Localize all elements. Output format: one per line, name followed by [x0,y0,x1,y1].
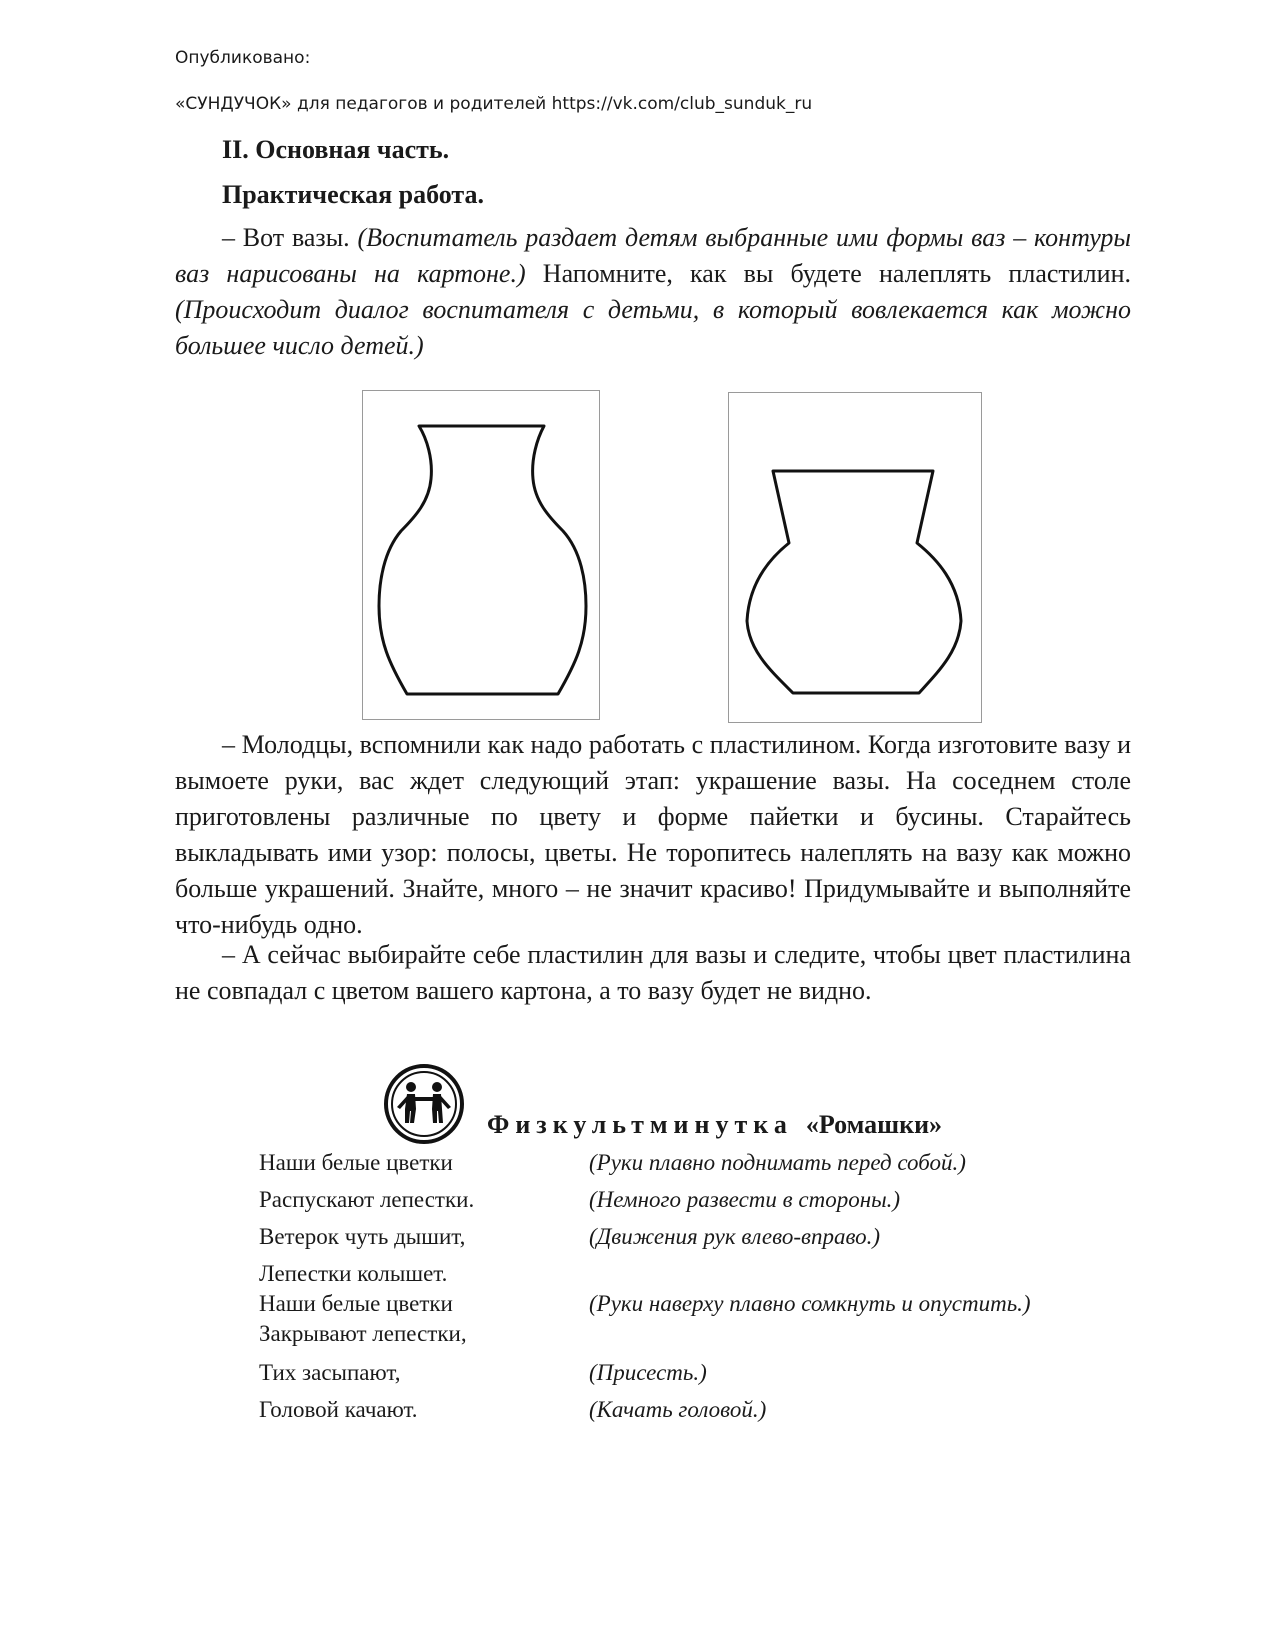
paragraph-decoration-text: – Молодцы, вспомнили как надо работать с пластилином. Когда изготовите вазу и вымоете руки, вас ждет следующий этап: украшение вазы. На соседнем столе приготовлены различные по цвету и форме пайетки и бусины. Старайтесь выкладывать ими узор: полосы, цветы. Не торопитесь налеплять на вазу как можно больше украшений. Знайте, много – не значит красиво! Придумывайте и выполняйте что-нибудь одно. [175,730,1131,939]
fizminutka-title-word: Физкультминутка [487,1110,793,1139]
paragraph-intro [175,220,1131,364]
fizminutka-title-name: «Ромашки» [805,1110,943,1139]
vase-card-2 [728,392,982,723]
poem-line: Головой качают. [259,1397,418,1422]
poem-action: (Качать головой.) [589,1397,767,1422]
poem-line: Распускают лепестки. [259,1187,475,1212]
section-heading-main: II. Основная часть. [222,135,450,164]
poem-line: Ветерок чуть дышит, [259,1224,466,1249]
speech-vases: – Вот вазы. [222,223,358,252]
poem-line: Наши белые цветки [259,1291,453,1316]
source-line: «СУНДУЧОК» для педагогов и родителей https://vk.com/club_sunduk_ru [175,94,813,114]
speech-remind: Напомните, как вы будете налеплять пластилин. [525,259,1131,288]
remark-teacher-hands-out: (Воспитатель раздает детям выбранные ими формы ваз – контуры ваз нарисованы на картоне.) [175,223,1131,288]
fizminutka-title [487,1110,942,1140]
poem-line: Закрывают лепестки, [259,1321,467,1346]
paragraph-decoration [175,727,1131,943]
vase-outline-1 [363,391,599,719]
poem-action: (Руки плавно поднимать перед собой.) [589,1150,966,1175]
paragraph-choose-plasticine [175,937,1131,1009]
published-label: Опубликовано: [175,48,311,68]
poem-action: (Руки наверху плавно сомкнуть и опустить.) [589,1291,1031,1316]
poem-action: (Немного развести в стороны.) [589,1187,901,1212]
poem-line: Лепестки колышет. [259,1261,448,1286]
poem-action: (Присесть.) [589,1360,707,1385]
vase-outline-2 [729,393,981,722]
poem-line: Тих засыпают, [259,1360,401,1385]
section-heading-practical: Практическая работа. [222,180,484,209]
remark-dialogue: (Происходит диалог воспитателя с детьми, в который вовлекается как можно большее число детей.) [175,295,1131,360]
paragraph-choose-plasticine-text: – А сейчас выбирайте себе пластилин для вазы и следите, чтобы цвет пластилина не совпадал с цветом вашего картона, а то вазу будет не видно. [175,940,1131,1005]
poem-line: Наши белые цветки [259,1150,453,1175]
vase-card-1 [362,390,600,720]
poem-action: (Движения рук влево-вправо.) [589,1224,881,1249]
children-holding-hands-icon [383,1063,465,1145]
